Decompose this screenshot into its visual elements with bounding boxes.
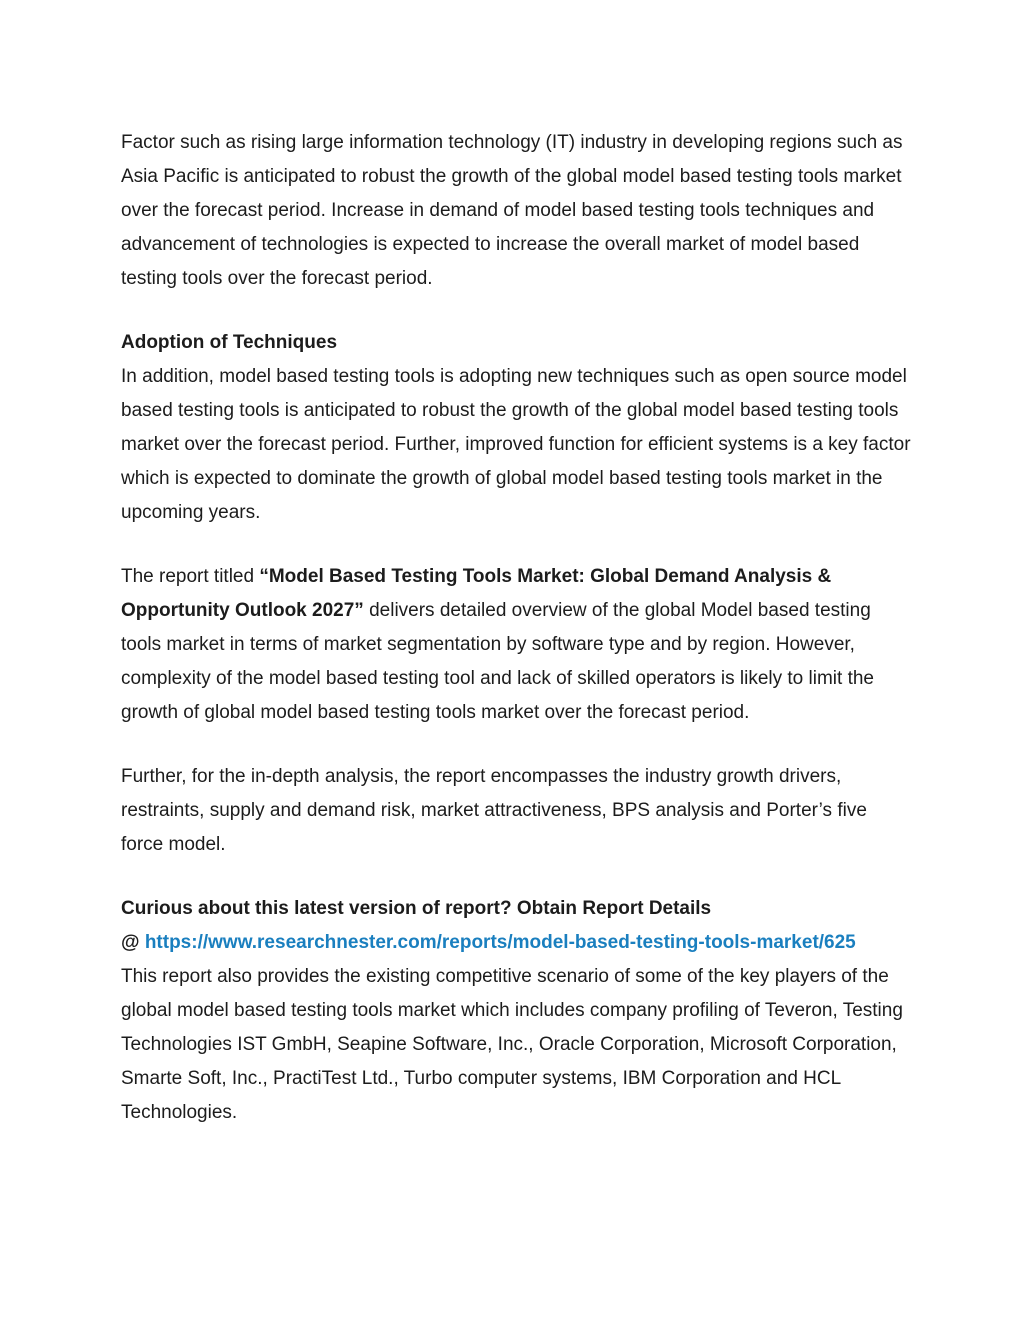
analysis-paragraph: Further, for the in-depth analysis, the report encompasses the industry growth drivers, restraints, supply and demand risk, market attractiveness, BPS analysis and Porter’s five force model.: [121, 766, 867, 855]
curious-heading: Curious about this latest version of report? Obtain Report Details: [121, 898, 712, 919]
report-prefix: The report titled: [121, 566, 260, 587]
adoption-heading: Adoption of Techniques: [121, 332, 338, 353]
report-details-link[interactable]: https://www.researchnester.com/reports/model-based-testing-tools-market/625: [144, 932, 856, 953]
report-suffix: delivers detailed overview of the global Model based testing tools market in terms of market segmentation by software type and by region. However, complexity of the model based testing tool and lack of skilled operators is likely to limit the growth of global model based testing tools market over the forecast period.: [121, 600, 874, 723]
adoption-paragraph: In addition, model based testing tools is adopting new techniques such as open source model based testing tools is anticipated to robust the growth of the global model based testing tools market over the forecast period. Further, improved function for efficient systems is a key factor which is expected to dominate the growth of global model based testing tools market in the upcoming years.: [121, 366, 911, 523]
intro-paragraph: Factor such as rising large information technology (IT) industry in developing regions such as Asia Pacific is anticipated to robust the growth of the global model based testing tools market over the forecast period. Increase in demand of model based testing tools techniques and advancement of technologies is expected to increase the overall market of model based testing tools over the forecast period.: [121, 132, 903, 289]
at-sign: @: [121, 932, 145, 953]
competitive-paragraph: This report also provides the existing competitive scenario of some of the key players of the global model based testing tools market which includes company profiling of Teveron, Testing Technologies IST GmbH, Seapine Software, Inc., Oracle Corporation, Microsoft Corporation, Smarte Soft, Inc., PractiTest Ltd., Turbo computer systems, IBM Corporation and HCL Technologies.: [121, 966, 903, 1123]
document-page: [121, 126, 911, 1130]
report-title: “Model Based Testing Tools Market: Global Demand Analysis & Opportunity Outlook 2027”: [121, 566, 832, 621]
report-paragraph: [121, 560, 911, 730]
report-link-line: [121, 926, 911, 960]
